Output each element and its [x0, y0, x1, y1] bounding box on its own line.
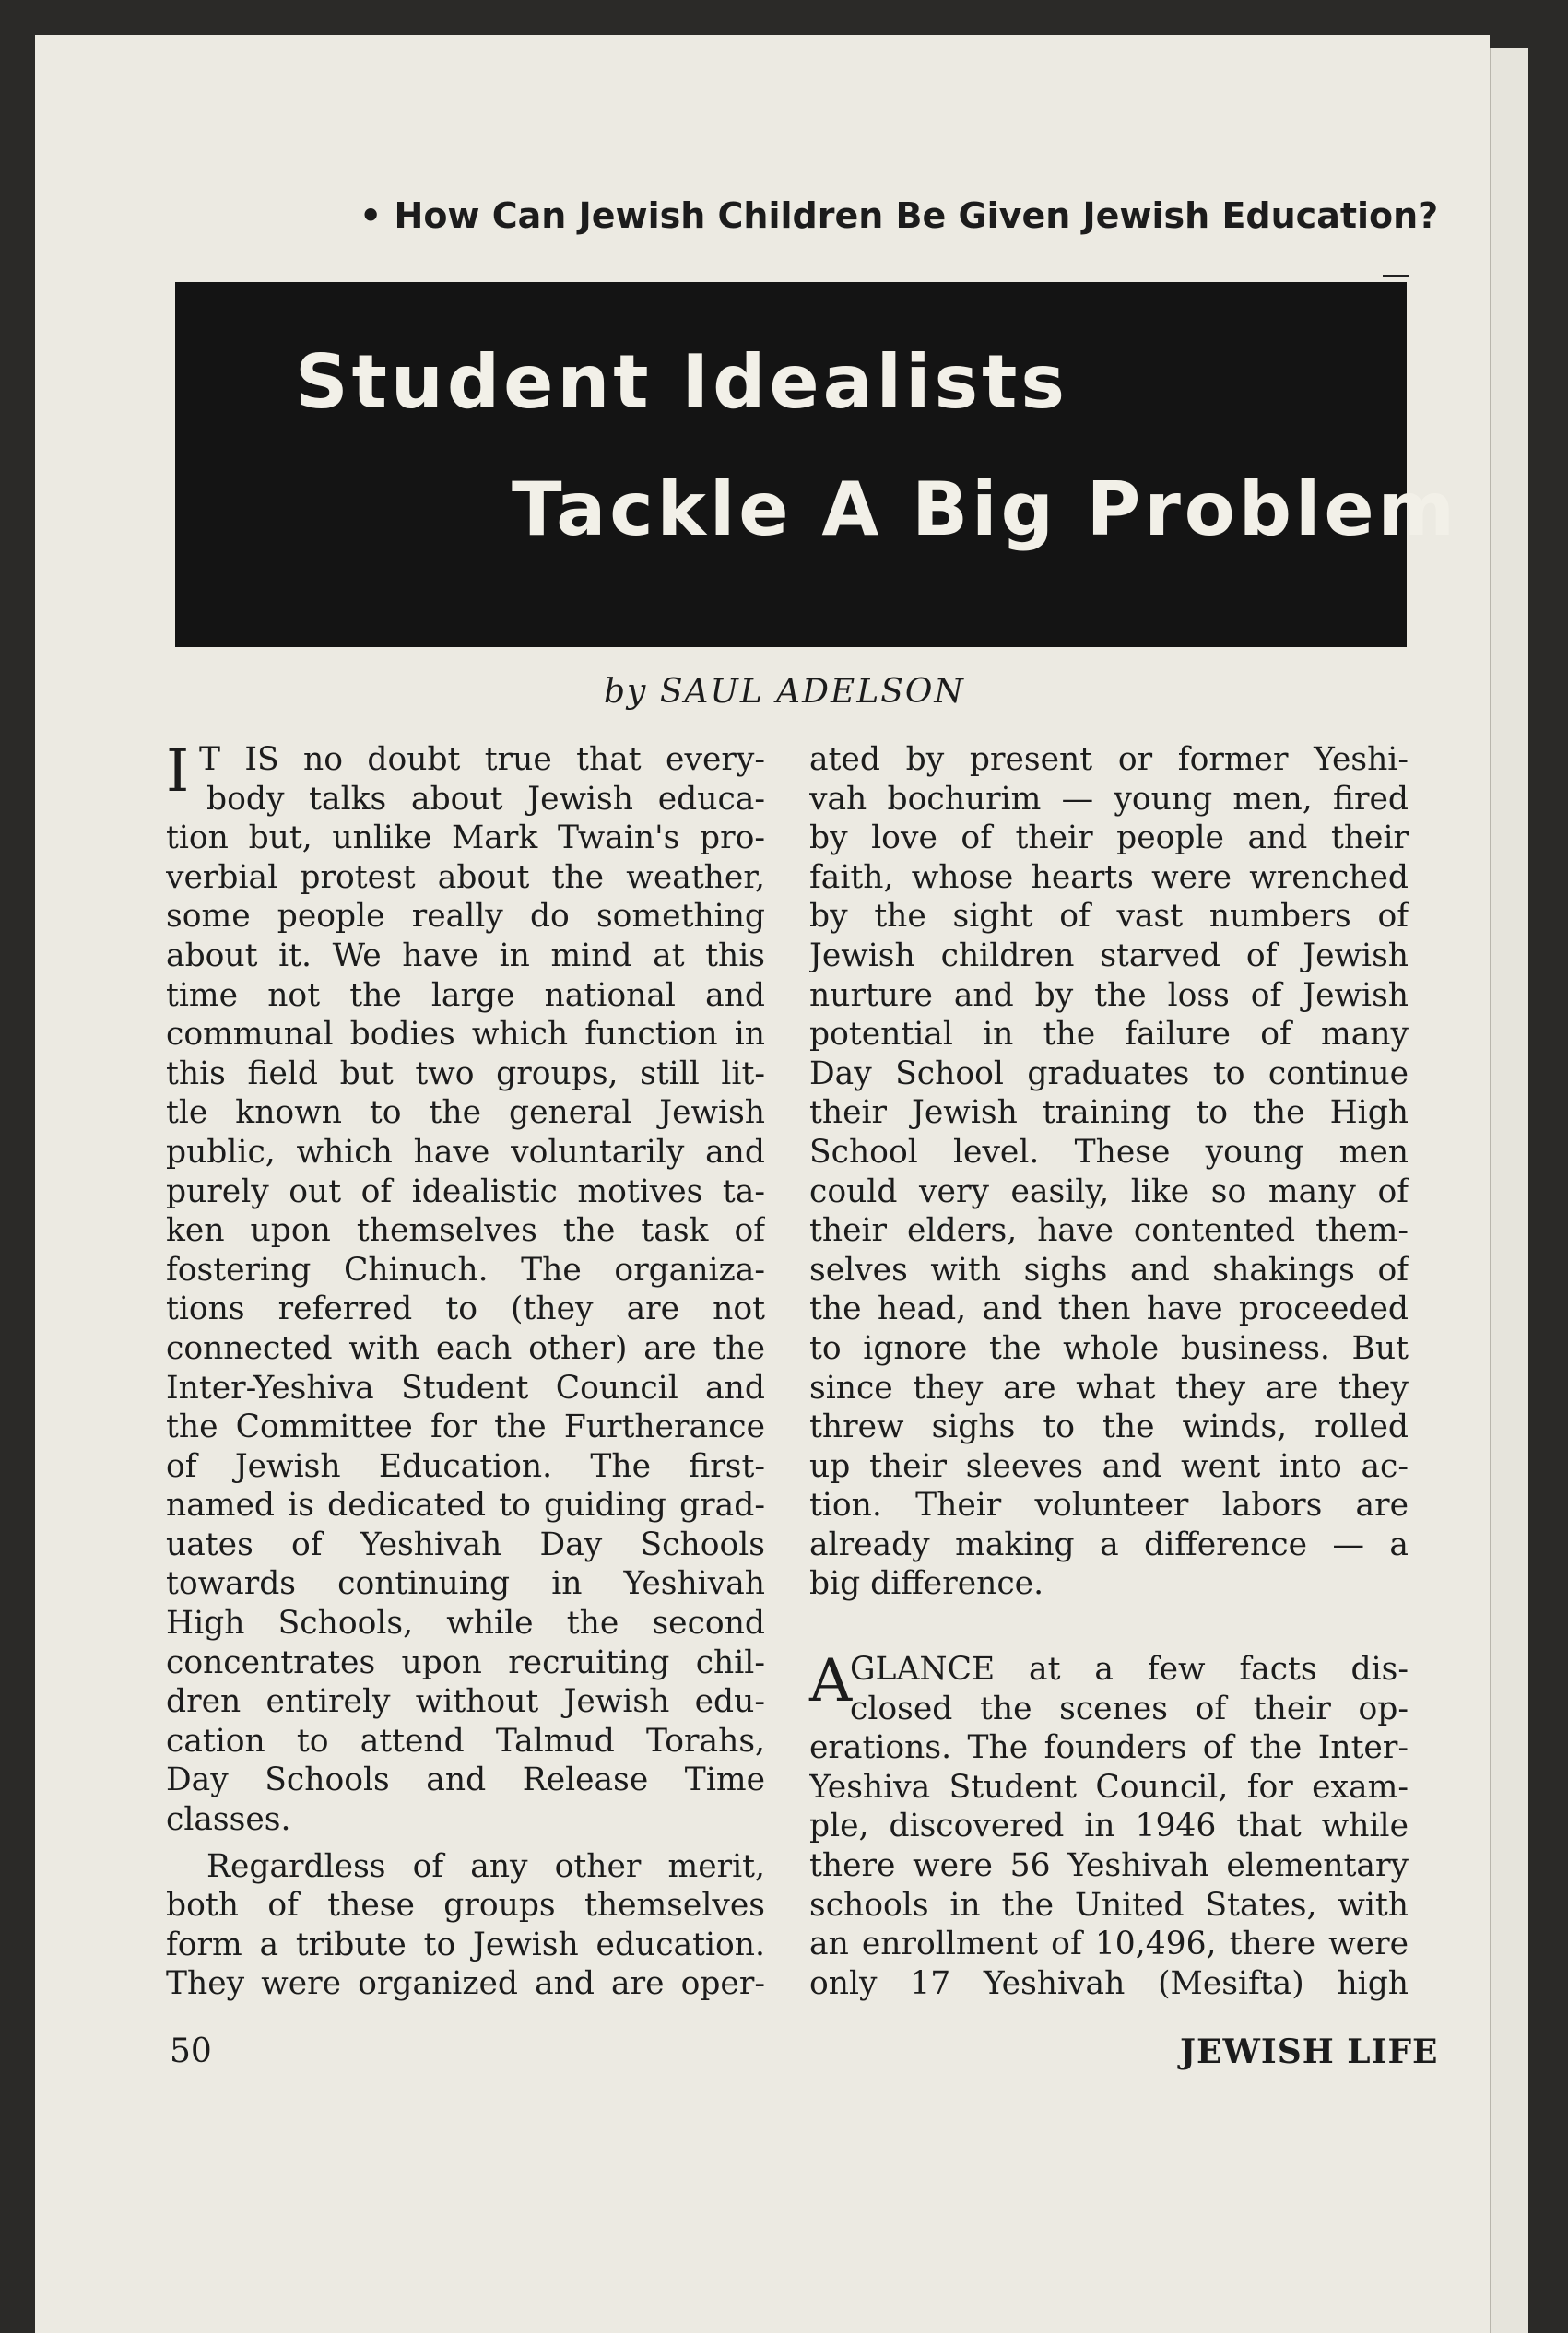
- text-line: this field but two groups, still lit-: [166, 1055, 765, 1092]
- text-line: Day Schools and Release Time: [166, 1762, 765, 1799]
- text-line: could very easily, like so many of: [809, 1172, 1409, 1210]
- text-line: by the sight of vast numbers of: [809, 898, 1409, 936]
- text-line: form a tribute to Jewish education.: [166, 1926, 765, 1963]
- text-line: towards continuing in Yeshivah: [166, 1565, 765, 1603]
- text-line: there were 56 Yeshivah elementary: [809, 1847, 1409, 1885]
- text-line: concentrates upon recruiting chil-: [166, 1644, 765, 1681]
- text-line: fostering Chinuch. The organiza-: [166, 1251, 765, 1289]
- text-line: named is dedicated to guiding grad-: [166, 1487, 765, 1525]
- text-line: ken upon themselves the task of: [166, 1212, 765, 1250]
- title-banner: [175, 282, 1459, 647]
- text-line: by love of their people and their: [809, 819, 1409, 857]
- text-line: ple, discovered in 1946 that while: [809, 1808, 1409, 1845]
- text-line: classes.: [166, 1801, 291, 1839]
- magazine-name: JEWISH LIFE: [1180, 2033, 1439, 2071]
- text-line: schools in the United States, with: [809, 1886, 1409, 1924]
- text-line: already making a difference — a: [809, 1526, 1409, 1563]
- text-line: tle known to the general Jewish: [166, 1094, 765, 1132]
- text-line: potential in the failure of many: [809, 1016, 1409, 1054]
- text-line: nurture and by the loss of Jewish: [809, 976, 1409, 1014]
- text-line: up their sleeves and went into ac-: [809, 1447, 1409, 1485]
- text-line: their Jewish training to the High: [809, 1094, 1409, 1132]
- section-kicker: • How Can Jewish Children Be Given Jewish Education?: [360, 195, 1439, 236]
- text-line: cation to attend Talmud Torahs,: [166, 1722, 765, 1760]
- text-line: of Jewish Education. The first-: [166, 1447, 765, 1485]
- text-line: Yeshiva Student Council, for exam-: [809, 1768, 1409, 1806]
- rule: [1383, 275, 1409, 277]
- facing-page-edge: [1490, 48, 1528, 2333]
- text-line: time not the large national and: [166, 976, 765, 1014]
- text-line: connected with each other) are the: [166, 1329, 765, 1367]
- text-line: tion but, unlike Mark Twain's pro-: [166, 819, 765, 857]
- title-line-1: Student Idealists: [295, 339, 1068, 425]
- text-line: faith, whose hearts were wrenched: [809, 858, 1409, 896]
- text-line: They were organized and are oper-: [166, 1965, 765, 2003]
- text-line: only 17 Yeshivah (Mesifta) high: [809, 1964, 1409, 2002]
- text-line: public, which have voluntarily and: [166, 1133, 765, 1171]
- text-line: some people really do something: [166, 898, 765, 936]
- text-line: School level. These young men: [809, 1133, 1409, 1171]
- text-line: selves with sighs and shakings of: [809, 1251, 1409, 1289]
- text-line: Inter-Yeshiva Student Council and: [166, 1369, 765, 1407]
- title-line-2: Tackle A Big Problem: [512, 466, 1459, 552]
- page-number: 50: [170, 2033, 212, 2070]
- text-line: verbial protest about the weather,: [166, 858, 765, 896]
- article-column-left: [166, 737, 765, 2004]
- paragraph-gap: [809, 1604, 1409, 1650]
- text-line: Regardless of any other merit,: [206, 1847, 765, 1885]
- text-line: tion. Their volunteer labors are: [809, 1487, 1409, 1525]
- text-line: threw sighs to the winds, rolled: [809, 1408, 1409, 1446]
- text-line: ated by present or former Yeshi-: [809, 741, 1409, 778]
- text-line: Day School graduates to continue: [809, 1055, 1409, 1092]
- drop-cap: A: [809, 1647, 853, 1716]
- text-line: erations. The founders of the Inter-: [809, 1729, 1409, 1767]
- text-line: T IS no doubt true that every-: [199, 741, 765, 778]
- text-line: closed the scenes of their op-: [850, 1690, 1409, 1727]
- text-line: the Committee for the Furtherance: [166, 1408, 765, 1446]
- text-line: tions referred to (they are not: [166, 1290, 765, 1328]
- text-line: dren entirely without Jewish edu-: [166, 1683, 765, 1721]
- text-line: about it. We have in mind at this: [166, 937, 765, 974]
- text-line: an enrollment of 10,496, there were: [809, 1926, 1409, 1963]
- drop-cap: I: [166, 737, 190, 806]
- text-line: communal bodies which function in: [166, 1016, 765, 1054]
- byline: by SAUL ADELSON: [604, 673, 965, 711]
- text-line: body talks about Jewish educa-: [206, 780, 765, 818]
- text-line: their elders, have contented them-: [809, 1212, 1409, 1250]
- text-line: to ignore the whole business. But: [809, 1329, 1409, 1367]
- text-line: big difference.: [809, 1565, 1044, 1603]
- text-line: purely out of idealistic motives ta-: [166, 1172, 765, 1210]
- text-line: Jewish children starved of Jewish: [809, 937, 1409, 974]
- article-column-right: [809, 740, 1409, 2003]
- paragraph: [809, 1647, 1409, 2003]
- text-line: uates of Yeshivah Day Schools: [166, 1526, 765, 1563]
- text-line: vah bochurim — young men, fired: [809, 780, 1409, 818]
- text-line: since they are what they are they: [809, 1369, 1409, 1407]
- text-line: the head, and then have proceeded: [809, 1290, 1409, 1328]
- text-line: both of these groups themselves: [166, 1887, 765, 1925]
- text-line: GLANCE at a few facts dis-: [850, 1651, 1409, 1689]
- text-line: High Schools, while the second: [166, 1605, 765, 1643]
